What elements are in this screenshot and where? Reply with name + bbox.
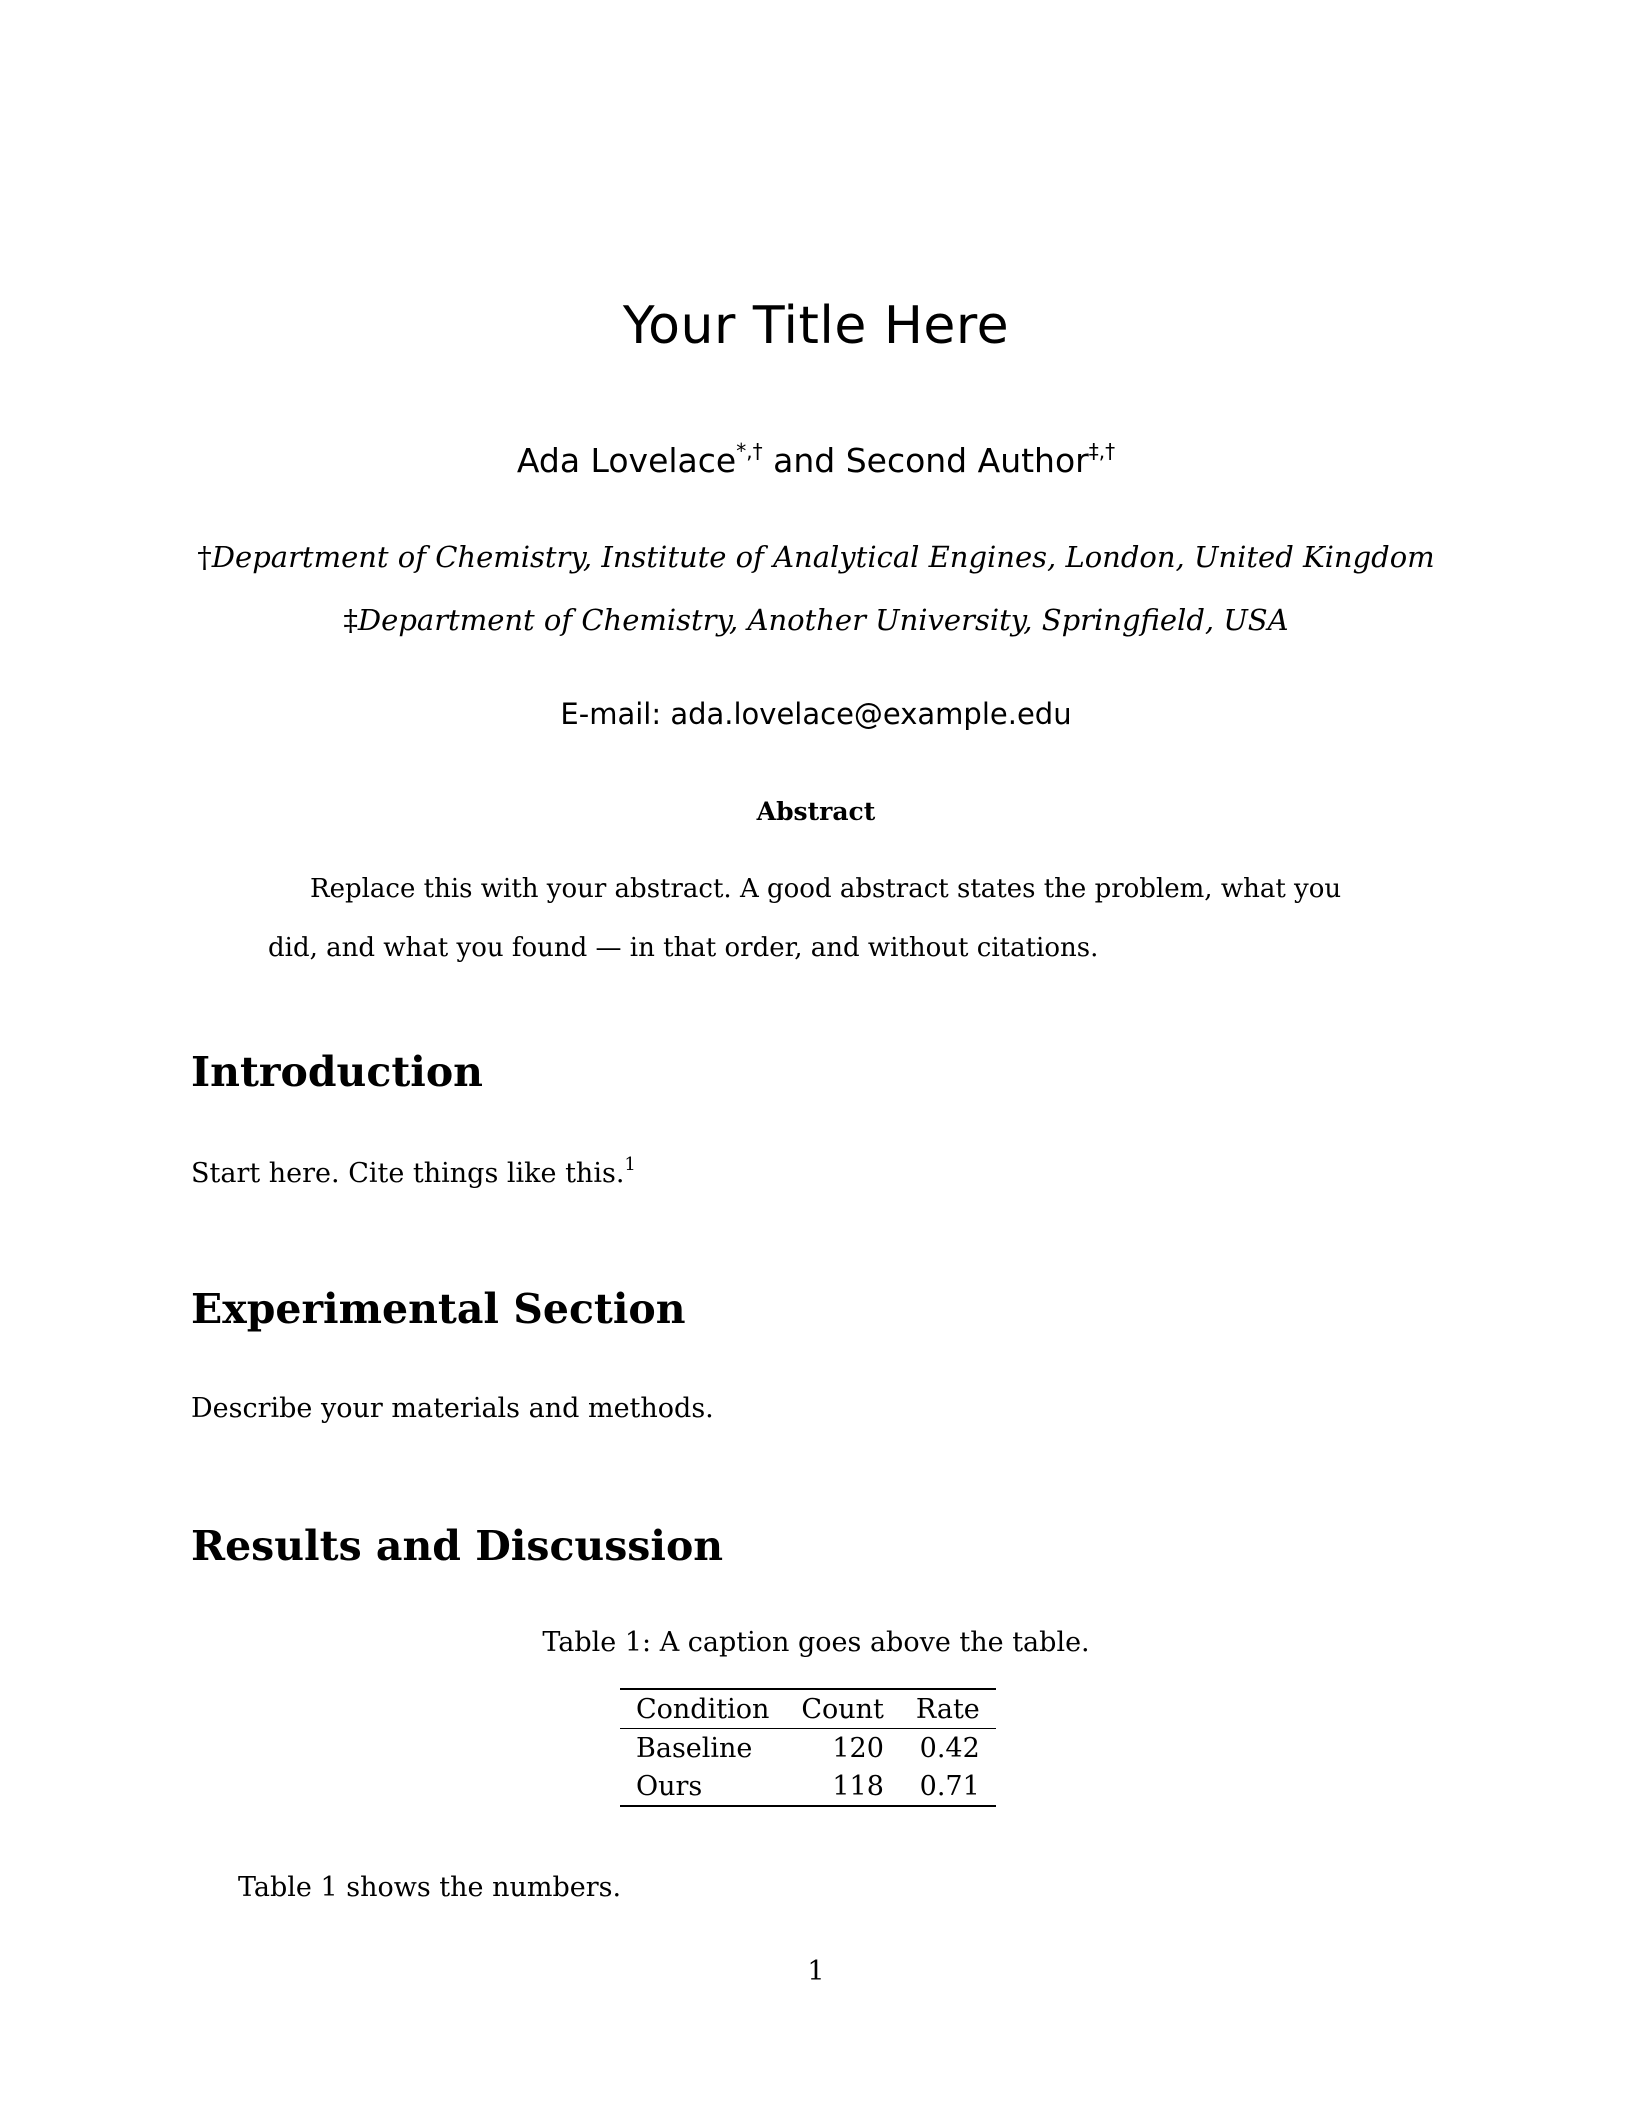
section-heading-introduction: Introduction <box>191 1048 483 1096</box>
email-address[interactable]: ada.lovelace@example.edu <box>670 697 1072 731</box>
author-2-marks: ‡,† <box>1088 439 1116 463</box>
table-row <box>620 1729 996 1768</box>
results-paragraph: Table 1 shows the numbers. <box>238 1872 622 1903</box>
citation-marker[interactable]: 1 <box>624 1154 636 1175</box>
table-caption: Table 1: A caption goes above the table. <box>542 1627 1090 1658</box>
introduction-paragraph <box>191 1154 636 1189</box>
author-1-name: Ada Lovelace <box>516 441 737 480</box>
table-header-condition: Condition <box>620 1689 785 1729</box>
section-heading-experimental: Experimental Section <box>191 1285 686 1333</box>
page-number: 1 <box>807 1956 825 1987</box>
table-cell-count: 118 <box>832 1770 884 1802</box>
affiliation-1-text: Department of Chemistry, Institute of Analytical Engines, London, United Kingdom <box>211 540 1435 574</box>
experimental-paragraph: Describe your materials and methods. <box>191 1393 714 1424</box>
abstract-text: Replace this with your abstract. A good abstract states the problem, what you did, and what you found — in that order, and without citations. <box>268 874 1342 963</box>
abstract-heading: Abstract <box>756 797 876 826</box>
affiliation-1-mark: † <box>197 540 212 574</box>
author-1-marks: *,† <box>736 439 763 463</box>
email-label: E-mail: <box>560 697 662 731</box>
table-cell-count: 120 <box>832 1732 884 1764</box>
author-line <box>0 441 1632 480</box>
results-table <box>620 1688 996 1807</box>
table-header-row <box>620 1689 996 1729</box>
author-conjunction: and <box>773 441 836 480</box>
paper-title: Your Title Here <box>622 296 1010 356</box>
table-cell-condition: Baseline <box>636 1732 753 1764</box>
email-line <box>0 697 1632 731</box>
table-cell-condition: Ours <box>636 1770 703 1802</box>
table-cell-rate: 0.71 <box>919 1770 980 1802</box>
introduction-text: Start here. Cite things like this. <box>191 1158 625 1189</box>
table-cell-rate: 0.42 <box>919 1732 980 1764</box>
affiliation-2 <box>0 603 1632 637</box>
table-row <box>620 1767 996 1806</box>
affiliation-2-text: Department of Chemistry, Another University, Springfield, USA <box>357 603 1289 637</box>
affiliation-2-mark: ‡ <box>343 603 358 637</box>
affiliation-1 <box>0 540 1632 574</box>
table-header-count: Count <box>785 1689 900 1729</box>
section-heading-results: Results and Discussion <box>191 1522 724 1570</box>
author-2-name: Second Author <box>845 441 1089 480</box>
table-header-rate: Rate <box>900 1689 996 1729</box>
